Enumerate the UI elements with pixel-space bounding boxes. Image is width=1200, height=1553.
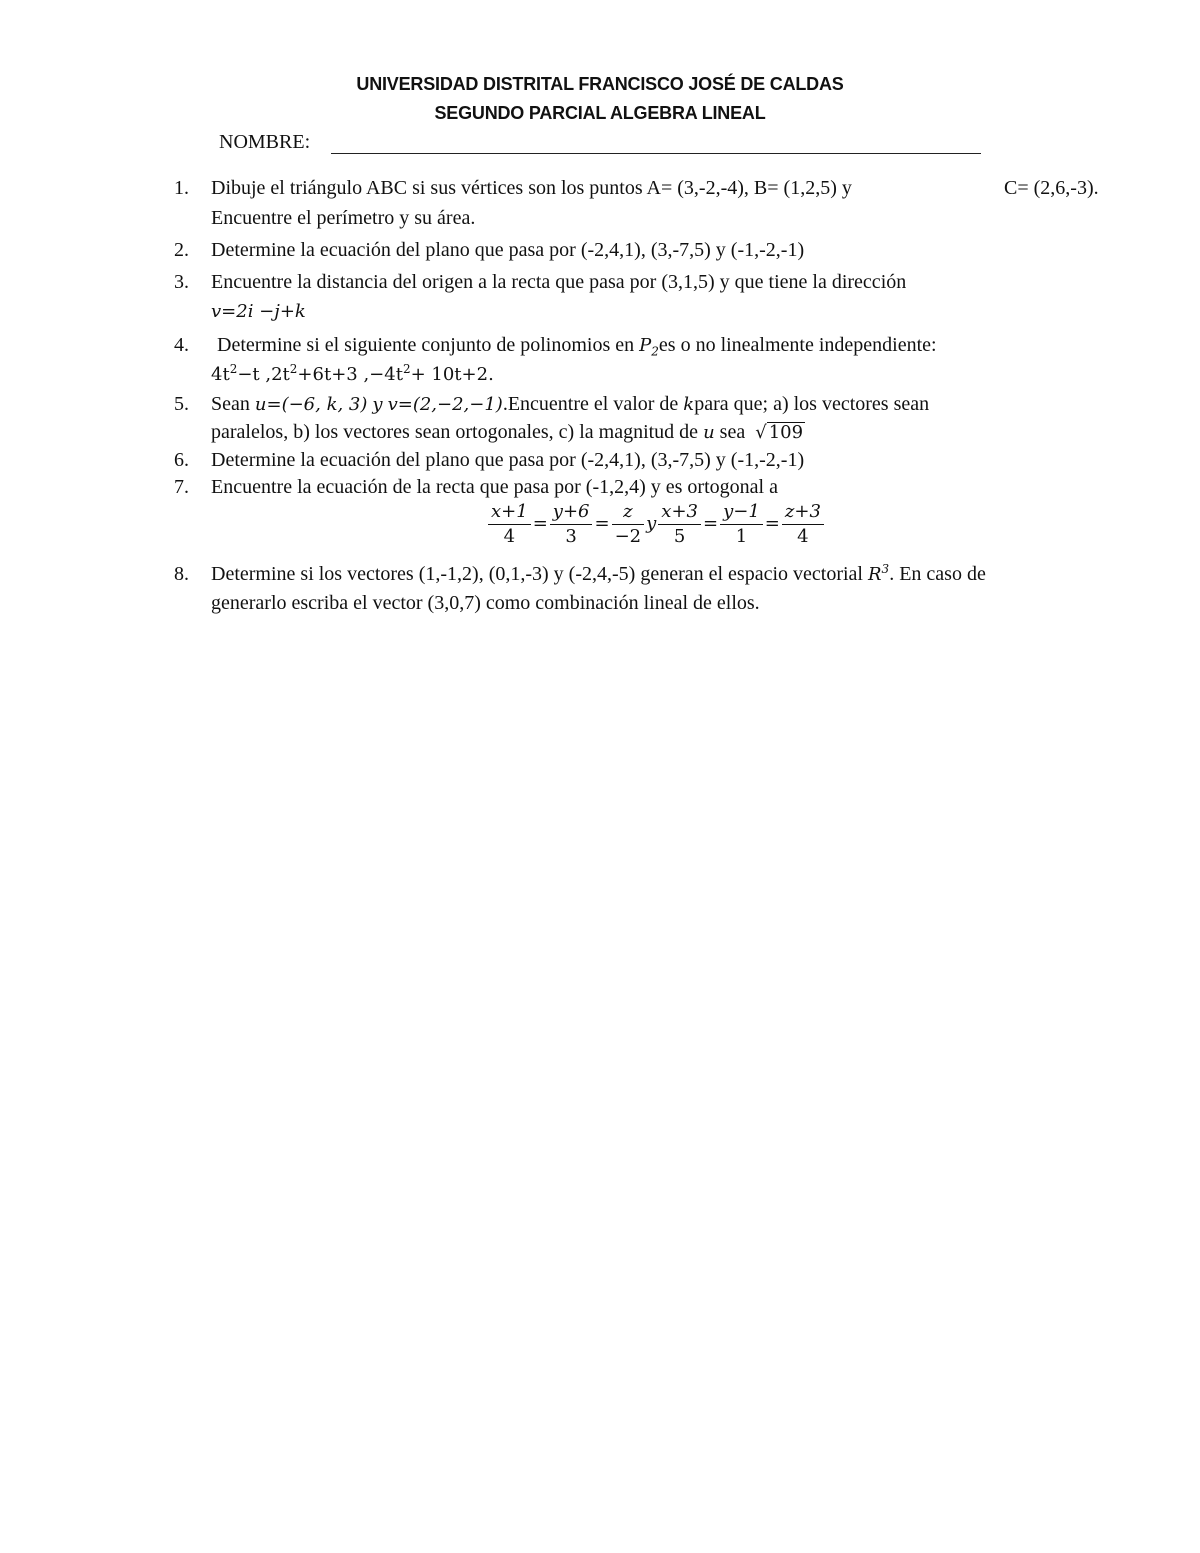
frac-5-den: 1 <box>735 526 748 547</box>
question-text: Determine la ecuación del plano que pasa por (-2,4,1), (3,-7,5) y (-1,-2,-1) <box>211 239 805 261</box>
vector-u: u=(−6, k, 3) <box>254 394 368 415</box>
question-text <box>211 560 986 589</box>
question-number: 5. <box>174 393 189 415</box>
poly-3: −4t <box>369 364 403 385</box>
space-R-exp: 3 <box>881 562 890 576</box>
fraction-1 <box>488 500 531 549</box>
fraction-6 <box>782 500 824 549</box>
frac-1-num: x+1 <box>488 500 531 525</box>
question-number: 1. <box>174 177 189 199</box>
equals: = <box>594 513 610 535</box>
equals: = <box>764 513 780 535</box>
poly-2-exp: 2 <box>289 362 298 376</box>
question-text-a: Determine si el siguiente conjunto de polinomios en <box>217 334 635 356</box>
conj-y: y <box>372 394 383 415</box>
frac-2-num: y+6 <box>550 500 593 525</box>
frac-6-den: 4 <box>797 526 809 547</box>
space-symbol <box>639 335 659 359</box>
poly-1-exp: 2 <box>229 362 238 376</box>
question-text <box>211 390 929 419</box>
poly-3-exp: 2 <box>402 362 411 376</box>
frac-4-den: 5 <box>673 526 686 547</box>
question-text: Encuentre la distancia del origen a la recta que pasa por (3,1,5) y que tiene la dirección <box>211 271 907 293</box>
frac-6-num: z+3 <box>782 500 824 525</box>
vector-u-ref: u <box>703 422 715 443</box>
line-equations <box>486 500 826 549</box>
q5-text-d: paralelos, b) los vectores sean ortogonales, c) la magnitud de <box>211 421 699 443</box>
fraction-3 <box>612 500 645 549</box>
poly-2: 2t <box>271 364 290 385</box>
question-number: 3. <box>174 271 189 293</box>
poly-1-rest: −t , <box>237 364 272 385</box>
question-text: Encuentre la ecuación de la recta que pasa por (-1,2,4) y es ortogonal a <box>211 476 778 498</box>
question-number: 6. <box>174 449 189 471</box>
fraction-2 <box>550 500 593 549</box>
q5-text-a: Sean <box>211 393 250 415</box>
question-text: generarlo escriba el vector (3,0,7) como combinación lineal de ellos. <box>211 592 760 614</box>
space-subscript: 2 <box>651 344 659 359</box>
name-line[interactable] <box>331 153 981 154</box>
polynomial-set <box>211 361 494 389</box>
question-number: 2. <box>174 239 189 261</box>
q5-text-b: .Encuentre el valor de <box>502 393 679 415</box>
question-text: Encuentre el perímetro y su área. <box>211 207 476 229</box>
frac-3-num: z <box>612 500 645 525</box>
equals: = <box>702 513 719 535</box>
question-number: 8. <box>174 563 189 585</box>
poly-1: 4t <box>211 364 230 385</box>
name-label: NOMBRE: <box>219 131 311 153</box>
question-text <box>217 331 937 360</box>
poly-end: . <box>488 364 494 385</box>
frac-5-num: y−1 <box>720 500 763 525</box>
sqrt-value: 109 <box>768 422 804 443</box>
fraction-4 <box>658 500 701 549</box>
vector-v: v=(2,−2,−1) <box>387 394 503 415</box>
var-k: k <box>683 394 695 415</box>
q5-text-e: sea <box>719 421 746 443</box>
q8-text-a: Determine si los vectores (1,-1,2), (0,1,-3) y (-2,4,-5) generan el espacio vectorial <box>211 563 863 585</box>
question-text-cont: C= (2,6,-3). <box>1004 177 1099 199</box>
frac-4-num: x+3 <box>658 500 701 525</box>
sqrt-expression: √ 109 <box>755 422 804 443</box>
frac-2-den: 3 <box>565 526 577 547</box>
question-text: Dibuje el triángulo ABC si sus vértices son los puntos A= (3,-2,-4), B= (1,2,5) y <box>211 177 852 199</box>
question-number: 7. <box>174 476 189 498</box>
question-text <box>211 418 805 447</box>
q5-text-c: para que; a) los vectores sean <box>694 393 930 415</box>
university-title: UNIVERSIDAD DISTRITAL FRANCISCO JOSÉ DE CALDAS <box>356 74 844 94</box>
space-letter: P <box>639 335 652 356</box>
poly-2-rest: +6t+3 , <box>297 364 370 385</box>
question-number: 4. <box>174 334 189 356</box>
frac-1-den: 4 <box>503 526 516 547</box>
fraction-5 <box>720 500 763 549</box>
poly-3-rest: + 10t+2 <box>410 364 489 385</box>
question-text-b: es o no linealmente independiente: <box>658 334 937 356</box>
space-R <box>868 564 889 585</box>
direction-vector: v=2i −j+k <box>211 301 306 322</box>
q8-text-b: . En caso de <box>889 563 986 585</box>
conj-y: y <box>646 513 657 535</box>
question-text: Determine la ecuación del plano que pasa por (-2,4,1), (3,-7,5) y (-1,-2,-1) <box>211 449 805 471</box>
frac-3-den: −2 <box>614 526 642 547</box>
space-R-letter: R <box>867 564 882 585</box>
exam-title: SEGUNDO PARCIAL ALGEBRA LINEAL <box>434 103 766 123</box>
equals: = <box>532 513 548 535</box>
